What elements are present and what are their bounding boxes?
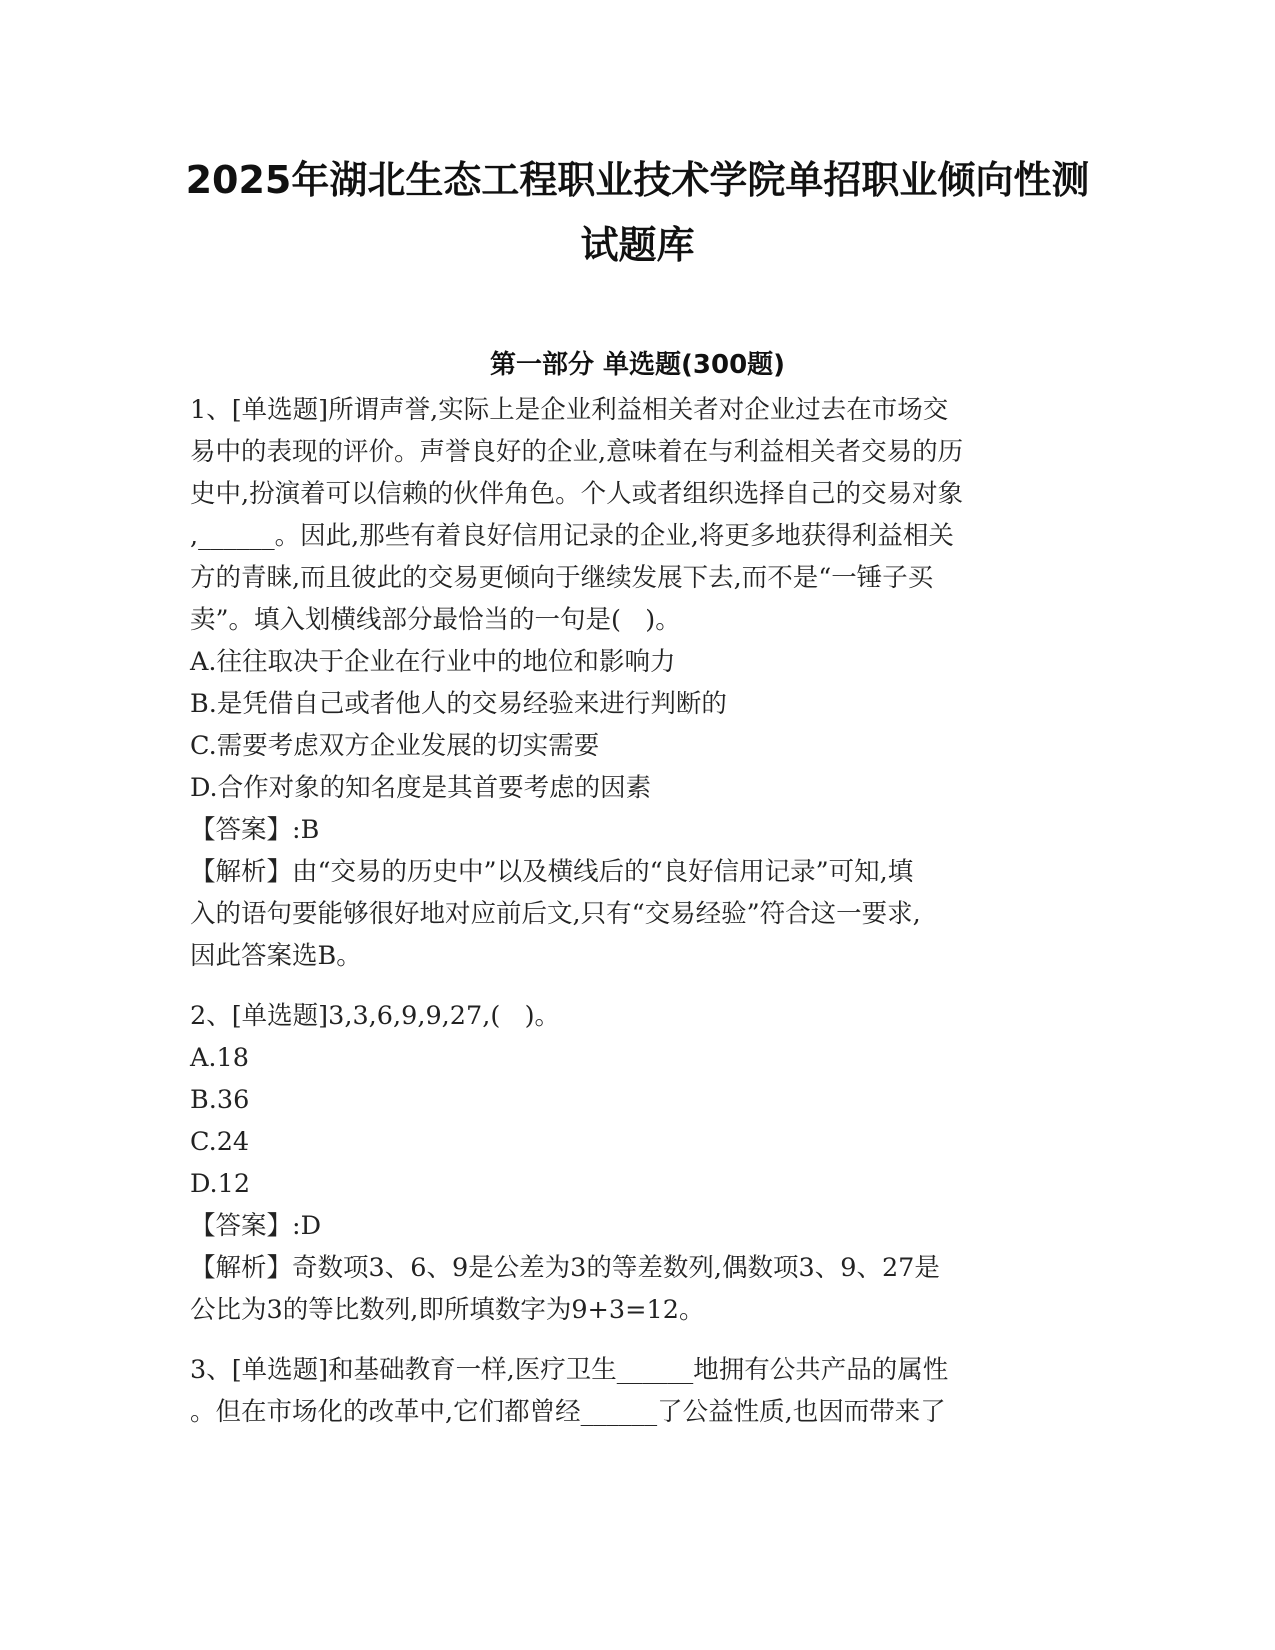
question-2-option-b: B.36: [190, 1085, 250, 1115]
question-1-line-4: ,______。因此,那些有着良好信用记录的企业,将更多地获得利益相关: [190, 521, 954, 551]
question-2-answer: 【答案】:D: [190, 1211, 322, 1241]
question-1-line-1: 1、[单选题]所谓声誉,实际上是企业利益相关者对企业过去在市场交: [190, 395, 949, 425]
question-2-option-a: A.18: [190, 1043, 249, 1073]
question-1-line-2: 易中的表现的评价。声誉良好的企业,意味着在与利益相关者交易的历: [190, 437, 964, 467]
question-1-answer: 【答案】:B: [190, 815, 320, 845]
question-3-line-1: 3、[单选题]和基础教育一样,医疗卫生______地拥有公共产品的属性: [190, 1355, 949, 1385]
title-line-2: 试题库: [580, 223, 695, 267]
question-1-analysis-line-3: 因此答案选B。: [190, 941, 362, 971]
question-1-line-6: 卖”。填入划横线部分最恰当的一句是( )。: [190, 605, 681, 635]
question-2-option-d: D.12: [190, 1169, 251, 1199]
question-1-line-3: 史中,扮演着可以信赖的伙伴角色。个人或者组织选择自己的交易对象: [190, 479, 964, 509]
question-2-analysis-line-1: 【解析】奇数项3、6、9是公差为3的等差数列,偶数项3、9、27是: [190, 1253, 940, 1283]
question-1-analysis-line-1: 【解析】由“交易的历史中”以及横线后的“良好信用记录”可知,填: [190, 857, 914, 887]
title-line-1: 2025年湖北生态工程职业技术学院单招职业倾向性测: [185, 158, 1090, 202]
question-1-option-c: C.需要考虑双方企业发展的切实需要: [190, 731, 600, 761]
question-2-analysis-line-2: 公比为3的等比数列,即所填数字为9+3=12。: [190, 1295, 705, 1325]
question-1-option-d: D.合作对象的知名度是其首要考虑的因素: [190, 773, 652, 803]
section-heading: 第一部分 单选题(300题): [489, 350, 786, 380]
question-1-option-b: B.是凭借自己或者他人的交易经验来进行判断的: [190, 689, 727, 719]
question-2-option-c: C.24: [190, 1127, 250, 1157]
question-3-line-2: 。但在市场化的改革中,它们都曾经______了公益性质,也因而带来了: [190, 1397, 946, 1427]
question-1-option-a: A.往往取决于企业在行业中的地位和影响力: [190, 647, 676, 677]
document-title: [150, 148, 1125, 278]
question-2-line-1: 2、[单选题]3,3,6,9,9,27,( )。: [190, 1001, 561, 1031]
question-1-line-5: 方的青睐,而且彼此的交易更倾向于继续发展下去,而不是“一锤子买: [190, 563, 934, 593]
question-1-analysis-line-2: 入的语句要能够很好地对应前后文,只有“交易经验”符合这一要求,: [190, 899, 921, 929]
